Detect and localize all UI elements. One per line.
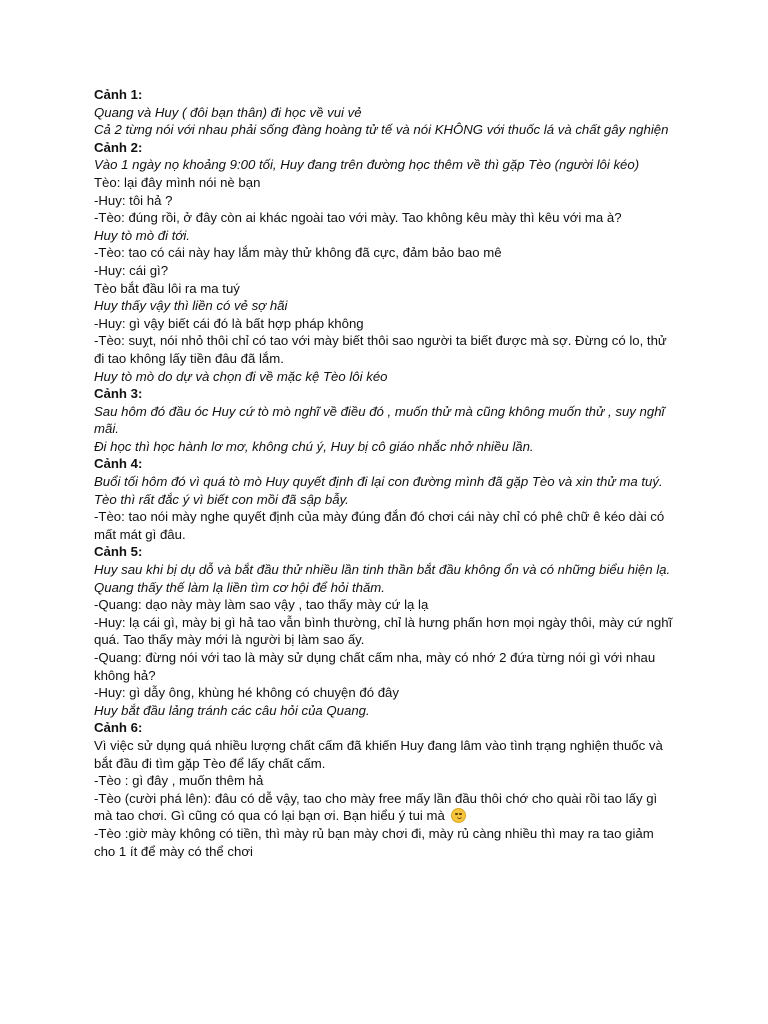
narration-line [94, 297, 674, 315]
dialogue-line [94, 614, 674, 649]
line-text: Huy sau khi bị dụ dỗ và bắt đầu thử nhiều lần tinh thần bắt đầu không ổn và có những biểu hiện lạ. [94, 562, 671, 578]
scene-heading [94, 385, 674, 403]
line-text: Huy tò mò do dự và chọn đi về mặc kệ Tèo lôi kéo [94, 368, 388, 384]
narration-line [94, 702, 674, 720]
dialogue-line [94, 790, 674, 825]
narration-line [94, 156, 674, 174]
line-text: Quang thấy thế làm lạ liền tìm cơ hội để hỏi thăm. [94, 579, 385, 595]
line-text: -Tèo: tao nói mày nghe quyết định của mày đúng đắn đó chơi cái này chỉ có phê chữ ê kéo dài có mất mát gì đâu. [94, 509, 665, 542]
line-text: -Tèo: suỵt, nói nhỏ thôi chỉ có tao với mày biết thôi sao người ta biết được mà sợ. Đừng có lo, thử đi tao không lấy tiền đâu đã lắm. [94, 333, 667, 366]
narration-line [94, 403, 674, 438]
dialogue-line [94, 737, 674, 772]
dialogue-line [94, 262, 674, 280]
narration-line [94, 561, 674, 579]
line-text: Tèo bắt đầu lôi ra ma tuý [94, 280, 240, 296]
line-text: -Huy: gì vậy biết cái đó là bất hợp pháp không [94, 315, 364, 331]
document-page [94, 86, 674, 860]
line-text: -Huy: gì dẫy ông, khùng hé không có chuyện đó đây [94, 685, 399, 701]
dialogue-line [94, 508, 674, 543]
line-text: Cảnh 4: [94, 456, 143, 472]
line-text: Cảnh 1: [94, 87, 143, 102]
line-text: -Tèo (cười phá lên): đâu có dễ vậy, tao cho mày free mấy lần đầu thôi chớ cho quài rồi tao lấy gì mà tao chơi. Gì cũng có qua có lại bạn ơi. Bạn hiểu ý tui mà [94, 790, 658, 824]
line-text: Vào 1 ngày nọ khoảng 9:00 tối, Huy đang trên đường học thêm về thì gặp Tèo (người lôi kéo) [94, 157, 640, 173]
scene-heading [94, 543, 674, 561]
scene-heading [94, 455, 674, 473]
line-text: -Tèo: tao có cái này hay lắm mày thử không đã cực, đảm bảo bao mê [94, 245, 502, 261]
line-text: Cảnh 6: [94, 720, 143, 736]
narration-line [94, 473, 674, 491]
smirk-emoji-icon [451, 808, 466, 823]
scene-heading [94, 139, 674, 157]
dialogue-line [94, 192, 674, 210]
line-text: Quang và Huy ( đôi bạn thân) đi học về vui vẻ [94, 104, 362, 120]
line-text: Huy tò mò đi tới. [94, 227, 190, 243]
line-text: Huy thấy vậy thì liền có vẻ sợ hãi [94, 298, 288, 314]
line-text: -Huy: lạ cái gì, mày bị gì hả tao vẫn bình thường, chỉ là hưng phấn hơn mọi ngày thôi, mày cứ nghĩ quá. Tao thấy mày mới là người bị làm sao ấy. [94, 614, 673, 648]
line-text: -Tèo: đúng rồi, ở đây còn ai khác ngoài tao với mày. Tao không kêu mày thì kêu với ma à? [94, 210, 622, 226]
dialogue-line [94, 174, 674, 192]
line-text: Đi học thì học hành lơ mơ, không chú ý, Huy bị cô giáo nhắc nhở nhiều lần. [94, 438, 534, 454]
dialogue-line [94, 772, 674, 790]
dialogue-line [94, 649, 674, 684]
line-text: Sau hôm đó đầu óc Huy cứ tò mò nghĩ về điều đó , muốn thử mà cũng không muốn thử , suy nghĩ mãi. [94, 403, 665, 437]
line-text: -Quang: đừng nói với tao là mày sử dụng chất cấm nha, mày có nhớ 2 đứa từng nói gì với nhau không hả? [94, 650, 656, 683]
scene-heading [94, 86, 674, 104]
dialogue-line [94, 209, 674, 227]
dialogue-line [94, 244, 674, 262]
line-text: Vì việc sử dụng quá nhiều lượng chất cấm đã khiến Huy đang lâm vào tình trạng nghiện thuốc và bắt đầu đi tìm gặp Tèo để lấy chất cấm. [94, 737, 663, 771]
line-text: -Tèo :giờ mày không có tiền, thì mày rủ bạn mày chơi đi, mày rủ càng nhiều thì may ra tao giảm cho 1 ít để mày có thể chơi [94, 825, 654, 859]
narration-line [94, 227, 674, 245]
line-text: -Tèo : gì đây , muốn thêm hả [94, 773, 264, 789]
line-text: Buổi tối hôm đó vì quá tò mò Huy quyết định đi lại con đường mình đã gặp Tèo và xin thử ma tuý. [94, 474, 663, 490]
narration-line [94, 579, 674, 597]
line-text: -Huy: cái gì? [94, 262, 169, 278]
dialogue-line [94, 280, 674, 298]
scene-heading [94, 719, 674, 737]
narration-line [94, 368, 674, 386]
dialogue-line [94, 332, 674, 367]
dialogue-line [94, 315, 674, 333]
line-text: Tèo: lại đây mình nói nè bạn [94, 174, 261, 190]
dialogue-line [94, 684, 674, 702]
line-text: Cảnh 5: [94, 544, 143, 560]
dialogue-line [94, 596, 674, 614]
line-text: Cả 2 từng nói với nhau phải sống đàng hoàng tử tế và nói KHÔNG với thuốc lá và chất gây nghiện [94, 122, 669, 138]
line-text: Tèo thì rất đắc ý vì biết con mồi đã sập bẫy. [94, 491, 349, 507]
narration-line [94, 438, 674, 456]
narration-line [94, 121, 674, 139]
line-text: -Quang: dạo này mày làm sao vậy , tao thấy mày cứ lạ lạ [94, 597, 429, 613]
line-text: Cảnh 3: [94, 386, 143, 402]
line-text: Huy bắt đầu lảng tránh các câu hỏi của Quang. [94, 702, 370, 718]
line-text: Cảnh 2: [94, 139, 143, 155]
dialogue-line [94, 825, 674, 860]
narration-line [94, 104, 674, 122]
line-text: -Huy: tôi hả ? [94, 192, 173, 208]
narration-line [94, 491, 674, 509]
